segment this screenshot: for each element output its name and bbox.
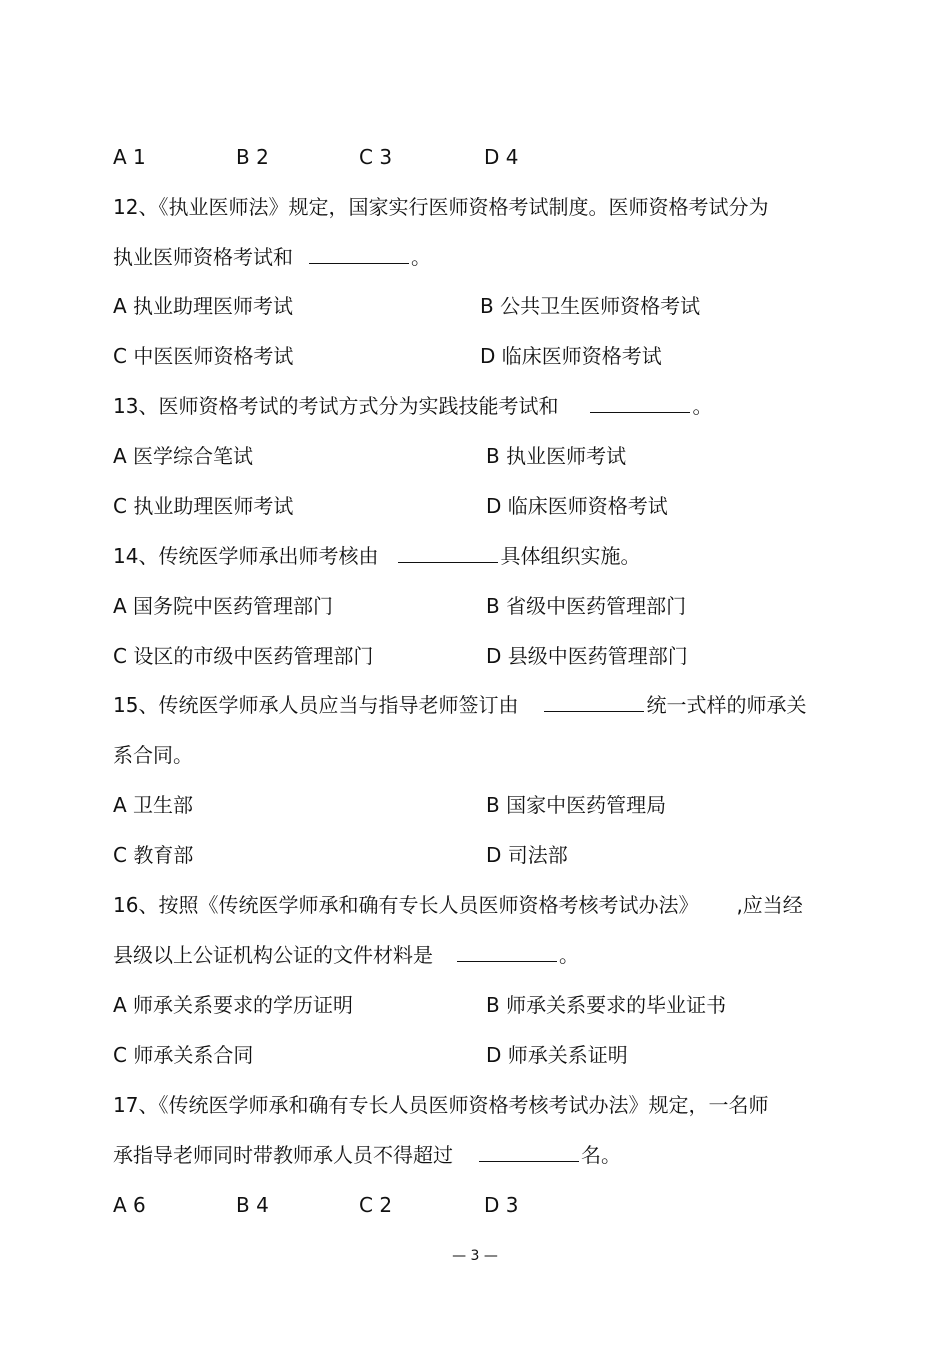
q17-option-d: D 3: [484, 1193, 519, 1217]
q14-option-a: A 国务院中医药管理部门: [113, 594, 334, 618]
q13-option-d: D 临床医师资格考试: [486, 494, 668, 518]
q12-option-b: B 公共卫生医师资格考试: [480, 294, 701, 318]
q17-blank: [479, 1141, 579, 1162]
q14-option-d: D 县级中医药管理部门: [486, 644, 688, 668]
q15-question-line1: [113, 691, 806, 719]
q14-question: [113, 542, 640, 570]
q16-option-a: A 师承关系要求的学历证明: [113, 993, 354, 1017]
q12-question-line1: 12、《执业医师法》规定，国家实行医师资格考试制度。医师资格考试分为: [113, 195, 769, 219]
q13-text-before: 13、医师资格考试的考试方式分为实践技能考试和: [113, 394, 559, 418]
q13-option-b: B 执业医师考试: [486, 444, 627, 468]
page-number: — 3 —: [452, 1248, 498, 1264]
q14-option-c: C 设区的市级中医药管理部门: [113, 644, 374, 668]
q11-option-b: B 2: [236, 145, 269, 169]
q12-option-c: C 中医医师资格考试: [113, 344, 294, 368]
q15-text-after: 统一式样的师承关: [646, 693, 807, 717]
q14-text-after: 具体组织实施。: [500, 544, 641, 568]
q16-option-b: B 师承关系要求的毕业证书: [486, 993, 727, 1017]
q14-option-b: B 省级中医药管理部门: [486, 594, 687, 618]
q12-option-d: D 临床医师资格考试: [480, 344, 662, 368]
q11-option-d: D 4: [484, 145, 519, 169]
q14-blank: [398, 542, 498, 563]
q13-blank: [590, 392, 690, 413]
q13-text-after: 。: [692, 394, 713, 418]
q16-text-after: 。: [559, 943, 579, 967]
q17-option-a: A 6: [113, 1193, 146, 1217]
q11-option-a: A 1: [113, 145, 146, 169]
q12-option-a: A 执业助理医师考试: [113, 294, 294, 318]
q12-question-line2: [113, 243, 431, 271]
q13-option-c: C 执业助理医师考试: [113, 494, 294, 518]
q16-option-c: C 师承关系合同: [113, 1043, 254, 1067]
q17-text-before: 承指导老师同时带教师承人员不得超过: [113, 1143, 453, 1167]
q17-question-line1: 17、《传统医学师承和确有专长人员医师资格考核考试办法》规定，一名师: [113, 1093, 769, 1117]
q16-option-d: D 师承关系证明: [486, 1043, 628, 1067]
q12-text-after: 。: [411, 245, 431, 269]
q16-text-line1-tail: ,应当经: [736, 893, 803, 917]
q13-question: [113, 392, 712, 420]
q17-option-b: B 4: [236, 1193, 269, 1217]
q16-blank: [457, 941, 557, 962]
q15-option-a: A 卫生部: [113, 793, 194, 817]
q17-text-after: 名。: [581, 1143, 621, 1167]
q15-blank: [544, 691, 644, 712]
q16-question-line2: [113, 941, 579, 969]
q15-text-before: 15、传统医学师承人员应当与指导老师签订由: [113, 693, 519, 717]
q15-option-c: C 教育部: [113, 843, 194, 867]
q11-option-c: C 3: [359, 145, 393, 169]
q16-text-before: 县级以上公证机构公证的文件材料是: [113, 943, 433, 967]
q17-option-c: C 2: [359, 1193, 393, 1217]
q16-text-line1: 16、按照《传统医学师承和确有专长人员医师资格考核考试办法》: [113, 893, 699, 917]
q13-option-a: A 医学综合笔试: [113, 444, 254, 468]
q16-question-line1: [113, 891, 803, 919]
q12-blank: [309, 243, 409, 264]
q15-option-d: D 司法部: [486, 843, 568, 867]
q15-question-line2: 系合同。: [113, 743, 193, 767]
q17-question-line2: [113, 1141, 621, 1169]
q14-text-before: 14、传统医学师承出师考核由: [113, 544, 379, 568]
q12-text-before: 执业医师资格考试和: [113, 245, 293, 269]
q15-option-b: B 国家中医药管理局: [486, 793, 667, 817]
